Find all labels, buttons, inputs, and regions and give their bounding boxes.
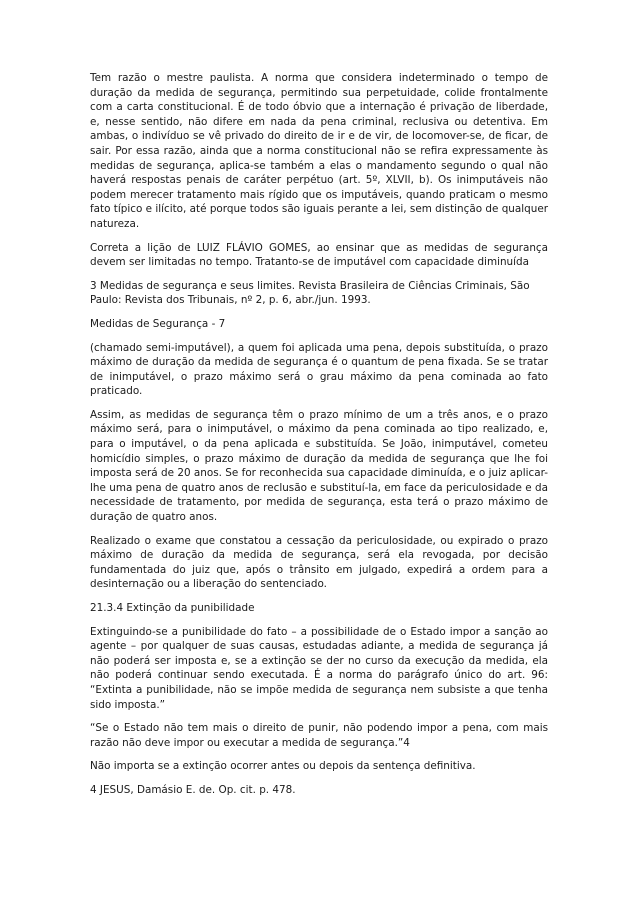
section-heading: 21.3.4 Extinção da punibilidade (90, 602, 255, 614)
paragraph-sentenca: Não importa se a extinção ocorrer antes ou depois da sentença definitiva. (90, 760, 476, 773)
paragraph-revogacao: Realizado o exame que constatou a cessação da periculosidade, ou expirado o prazo máximo de duração da medida de segurança, será ela revogada, por decisão fundamentada do juiz que, após o trânsito em julgado, expedirá a ordem para a desinternação ou a liberação do sentenciado. (90, 534, 548, 591)
paragraph-semi-imputavel: (chamado semi-imputável), a quem foi aplicada uma pena, depois substituída, o prazo máximo de duração da medida de segurança é o quantum de pena fixada. Se se tratar de inimputável, o prazo máximo será o grau máximo da pena cominada ao fato praticado. (90, 341, 548, 398)
paragraph-extincao: Extinguindo-se a punibilidade do fato – a possibilidade de o Estado impor a sanção ao agente – por qualquer de suas causas, estudadas adiante, a medida de segurança já não poderá ser imposta e, se a extinção se der no curso da execução da medida, ela não poderá continuar sendo executada. É a norma do parágrafo único do art. 96: “Extinta a punibilidade, não se impõe medida de segurança nem subsiste a que tenha sido imposta.” (90, 625, 548, 711)
paragraph-flavio-gomes: Correta a lição de LUIZ FLÁVIO GOMES, ao ensinar que as medidas de segurança devem ser limitadas no tempo. Tratanto-se de imputável com capacidade diminuída (90, 241, 548, 269)
footnote-3: 3 Medidas de segurança e seus limites. Revista Brasileira de Ciências Criminais, São Paulo: Revista dos Tribunais, nº 2, p. 6, abr./jun. 1993. (90, 279, 530, 307)
document-page (90, 71, 548, 807)
paragraph-quote: “Se o Estado não tem mais o direito de punir, não podendo impor a pena, com mais razão não deve impor ou executar a medida de segurança.”4 (90, 722, 548, 749)
running-header: Medidas de Segurança - 7 (90, 317, 226, 330)
paragraph-prazo-minimo: Assim, as medidas de segurança têm o prazo mínimo de um a três anos, e o prazo máximo será, para o inimputável, o máximo da pena cominada ao tipo realizado, e, para o imputável, o da pena aplicada e substituída. Se João, inimputável, cometeu homicídio simples, o prazo máximo de duração da medida de segurança que lhe foi imposta será de 20 anos. Se for reconhecida sua capacidade diminuída, e o juiz aplicar-lhe uma pena de quatro anos de reclusão e substituí-la, em face da periculosidade e da necessidade de tratamento, por medida de segurança, esta terá o prazo máximo de duração de quatro anos. (90, 408, 548, 524)
footnote-4: 4 JESUS, Damásio E. de. Op. cit. p. 478. (90, 783, 296, 796)
paragraph-perpetuity: Tem razão o mestre paulista. A norma que considera indeterminado o tempo de duração da medida de segurança, permitindo sua perpetuidade, colide frontalmente com a carta constitucional. É de todo óbvio que a internação é privação de liberdade, e, nesse sentido, não difere em nada da pena criminal, reclusiva ou detentiva. Em ambas, o indivíduo se vê privado do direito de ir e de vir, de locomover-se, de ficar, de sair. Por essa razão, ainda que a norma constitucional não se refira expressamente às medidas de segurança, aplica-se também a elas o mandamento segundo o qual não haverá respostas penais de caráter perpétuo (art. 5º, XLVII, b). Os inimputáveis não podem merecer tratamento mais rígido que os imputáveis, quando praticam o mesmo fato típico e ilícito, até porque todos são iguais perante a lei, sem distinção de qualquer natureza. (90, 72, 548, 230)
